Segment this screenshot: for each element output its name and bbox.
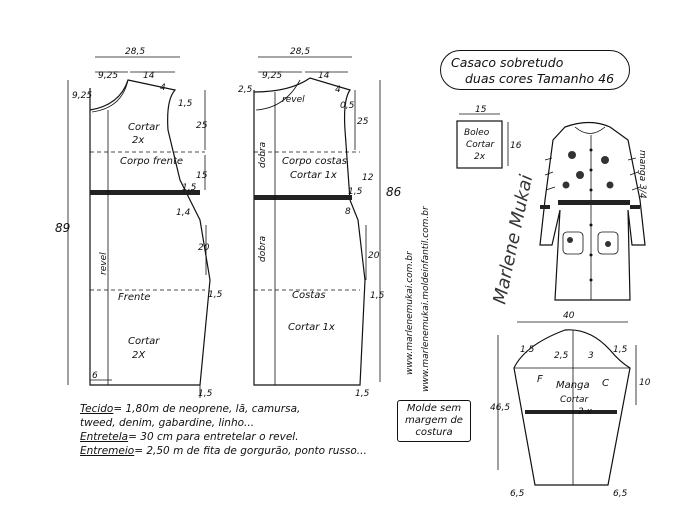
cuff-height: 16 [510,141,522,151]
back-fold-upper: dobra [258,141,268,168]
fabric-key: Tecido [80,403,114,415]
materials-notes [80,402,410,458]
title-line-1: Casaco sobretudo [451,55,564,70]
sleeve-front-mark: F [537,374,543,385]
sleeve-pattern-piece [490,311,651,499]
front-upper-piece-label: Corpo frente [120,156,184,167]
website-url: www.marlenemukai.com.br [405,251,415,375]
back-shoulder-side: 0,5 [340,101,355,111]
front-upper-cut: Cortar [128,122,160,133]
front-hem-b: 1,5 [198,389,213,399]
sleeve-width: 40 [563,311,575,321]
front-skirt-cut-count: 2X [132,350,146,361]
front-skirt-cut: Cortar [128,336,160,347]
trim-key: Entremeio [80,445,135,457]
front-waist-height: 15 [196,171,208,181]
front-pattern-piece [55,47,223,399]
sleeve-left-cap2: 2,5 [554,351,569,361]
interfacing-value: = 30 cm para entretelar o revel. [128,431,299,443]
back-skirt-label: Costas [292,290,326,301]
front-fold-label: revel [99,252,109,275]
front-hem-side: 1,5 [208,290,223,300]
cuff-label-1: Boleo [464,128,490,138]
sleeve-right-cap2: 1,5 [613,345,628,355]
molde-line-3: costura [415,427,453,438]
back-width-top: 28,5 [290,47,311,57]
designer-signature: Marlene Mukai [489,172,538,307]
sleeve-label: Manga [556,380,590,391]
fabric-value-2: tweed, denim, gabardine, linho... [80,417,255,429]
back-total-height: 86 [386,185,402,199]
sleeve-back-mark: C [602,378,609,389]
sleeve-hem-left: 6,5 [510,489,525,499]
front-total-height: 89 [55,221,71,235]
interfacing-key: Entretela [80,431,129,443]
front-armhole-drop: 25 [196,121,208,131]
back-hem-b: 1,5 [355,389,370,399]
coat-illustration [540,123,647,301]
sleeve-cap-height: 10 [639,378,651,388]
back-upper-cut: Cortar 1x [290,170,337,181]
fabric-value: = 1,80m de neoprene, lã, camursa, [113,403,301,415]
back-pattern-piece [238,47,402,399]
back-band-side: 8 [345,207,351,217]
molde-line-2: margem de [405,415,463,426]
back-skirt-cut: Cortar 1x [288,322,335,333]
front-neck-width: 9,25 [98,71,119,81]
sleeve-length-note: manga 3/4 [637,150,647,199]
title-line-2: duas cores Tamanho [465,71,595,86]
back-fold-lower: dobra [258,235,268,262]
title-size: 46 [598,71,615,86]
front-band-side: 1,4 [176,208,191,218]
molde-line-1: Molde sem [406,403,462,414]
sleeve-cut: Cortar [560,395,589,405]
back-facing-label: revel [282,95,305,105]
front-neck-drop: 9,25 [72,91,93,101]
front-skirt-height: 20 [198,243,210,253]
cuff-label-2: Cortar [466,140,495,150]
trim-value: = 2,50 m de fita de gorgurão, ponto russo... [134,445,367,457]
sleeve-left-cap: 1,5 [520,345,535,355]
website-url-2: www.marlenemukai.moldeinfantil.com.br [421,206,431,392]
back-armhole-drop: 25 [357,117,369,127]
front-upper-cut-count: 2x [132,135,145,146]
front-chest-small: 4 [160,83,166,93]
cuff-width: 15 [475,105,487,115]
pattern-title [440,50,630,90]
sleeve-hem-right: 6,5 [613,489,628,499]
back-waist-height: 12 [362,173,374,183]
back-waist-side: 1,5 [348,187,363,197]
back-hem-side: 1,5 [370,291,385,301]
front-chest-small2: 1,5 [178,99,193,109]
sleeve-total-height: 46,5 [490,403,511,413]
cuff-label-3: 2x [474,152,486,162]
front-hem-in: 6 [92,371,98,381]
front-shoulder-width: 14 [143,71,155,81]
back-upper-piece-label: Corpo costas [282,156,347,167]
back-shoulder-width: 14 [318,71,330,81]
sleeve-cut-count: 2 x [578,407,592,417]
front-width-top: 28,5 [125,47,146,57]
cuff-pattern-piece [457,105,522,168]
front-waist-side: 1,5 [182,183,197,193]
back-neck-side: 4 [335,85,341,95]
sleeve-right-cap: 3 [588,351,594,361]
front-skirt-label: Frente [118,292,151,303]
back-neck-drop: 2,5 [238,85,253,95]
back-neck-width: 9,25 [262,71,283,81]
back-skirt-height: 20 [368,251,380,261]
